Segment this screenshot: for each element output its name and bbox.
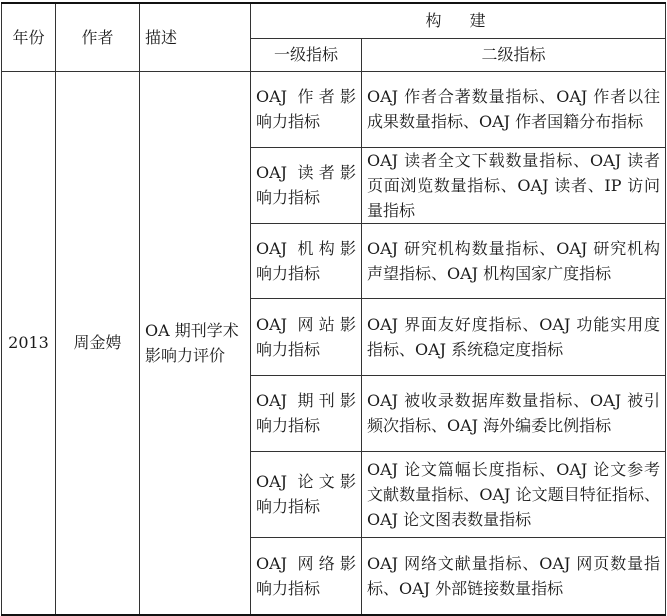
header-author: 作者 bbox=[56, 3, 140, 71]
description-cell: OA 期刊学术影响力评价 bbox=[140, 71, 251, 615]
level1-indicator-cell: OAJ 论文影响力指标 bbox=[251, 451, 362, 537]
level1-indicator-cell: OAJ 网络影响力指标 bbox=[251, 537, 362, 615]
level1-indicator-cell: OAJ 作者影响力指标 bbox=[251, 71, 362, 147]
header-row bbox=[2, 3, 666, 38]
level1-indicator-cell: OAJ 读者影响力指标 bbox=[251, 147, 362, 223]
header-build: 构建 bbox=[251, 3, 666, 38]
level2-indicator-cell: OAJ 界面友好度指标、OAJ 功能实用度指标、OAJ 系统稳定度指标 bbox=[362, 298, 666, 375]
header-level1-indicator: 一级指标 bbox=[251, 38, 362, 71]
level2-indicator-cell: OAJ 被收录数据库数量指标、OAJ 被引频次指标、OAJ 海外编委比例指标 bbox=[362, 375, 666, 451]
header-level2-indicator: 二级指标 bbox=[362, 38, 666, 71]
table-row bbox=[2, 71, 666, 147]
level2-indicator-cell: OAJ 论文篇幅长度指标、OAJ 论文参考文献数量指标、OAJ 论文题目特征指标、OAJ 论文图表数量指标 bbox=[362, 451, 666, 537]
level2-indicator-cell: OAJ 读者全文下载数量指标、OAJ 读者页面浏览数量指标、OAJ 读者、IP 访问量指标 bbox=[362, 147, 666, 223]
level1-indicator-cell: OAJ 网站影响力指标 bbox=[251, 298, 362, 375]
header-year: 年份 bbox=[2, 3, 56, 71]
author-cell: 周金娉 bbox=[56, 71, 140, 615]
level1-indicator-cell: OAJ 期刊影响力指标 bbox=[251, 375, 362, 451]
level2-indicator-cell: OAJ 作者合著数量指标、OAJ 作者以往成果数量指标、OAJ 作者国籍分布指标 bbox=[362, 71, 666, 147]
level2-indicator-cell: OAJ 研究机构数量指标、OAJ 研究机构声望指标、OAJ 机构国家广度指标 bbox=[362, 223, 666, 298]
header-description: 描述 bbox=[140, 3, 251, 71]
level1-indicator-cell: OAJ 机构影响力指标 bbox=[251, 223, 362, 298]
year-cell: 2013 bbox=[2, 71, 56, 615]
level2-indicator-cell: OAJ 网络文献量指标、OAJ 网页数量指标、OAJ 外部链接数量指标 bbox=[362, 537, 666, 615]
indicator-table bbox=[1, 2, 666, 616]
